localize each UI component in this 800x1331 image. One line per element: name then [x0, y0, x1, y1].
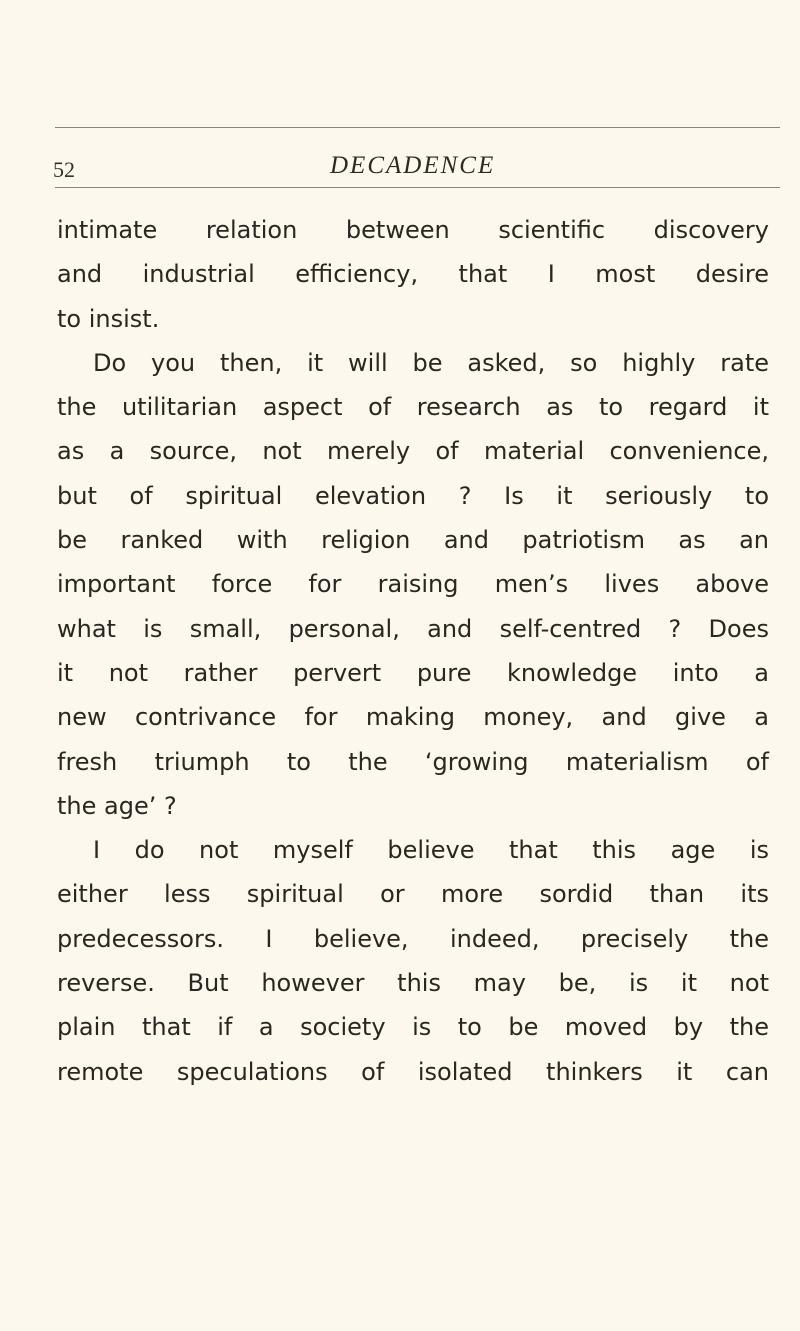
- text-line: important force for raising men’s lives above: [57, 570, 769, 599]
- text-line: as a source, not merely of material convenience,: [57, 437, 769, 466]
- body-text: [57, 208, 769, 1094]
- text-line: the utilitarian aspect of research as to regard it: [57, 393, 769, 422]
- text-line: I do not myself believe that this age is: [93, 836, 769, 865]
- text-line: the age’ ?: [57, 791, 177, 820]
- text-line: remote speculations of isolated thinkers it can: [57, 1057, 769, 1086]
- text-line: fresh triumph to the ‘growing materialism of: [57, 747, 769, 776]
- text-line: it not rather pervert pure knowledge into a: [57, 658, 769, 687]
- page-number: 52: [53, 157, 75, 182]
- text-line: reverse. But however this may be, is it not: [57, 969, 769, 998]
- text-line: and industrial efficiency, that I most desire: [57, 260, 769, 289]
- text-line: to insist.: [57, 304, 160, 333]
- text-line: intimate relation between scientific discovery: [57, 216, 769, 244]
- header-rule-top: [55, 127, 780, 128]
- running-head: DECADENCE: [330, 152, 496, 179]
- text-line: new contrivance for making money, and give a: [57, 703, 769, 732]
- text-line: plain that if a society is to be moved by the: [57, 1013, 769, 1042]
- text-line: what is small, personal, and self-centred ? Does: [57, 614, 769, 643]
- text-line: but of spiritual elevation ? Is it seriously to: [57, 481, 769, 510]
- text-line: either less spiritual or more sordid than its: [57, 880, 769, 909]
- text-line: predecessors. I believe, indeed, precisely the: [57, 924, 769, 953]
- text-line: Do you then, it will be asked, so highly rate: [93, 348, 769, 377]
- text-line: be ranked with religion and patriotism as an: [57, 526, 769, 555]
- header-rule-bottom: [55, 187, 780, 188]
